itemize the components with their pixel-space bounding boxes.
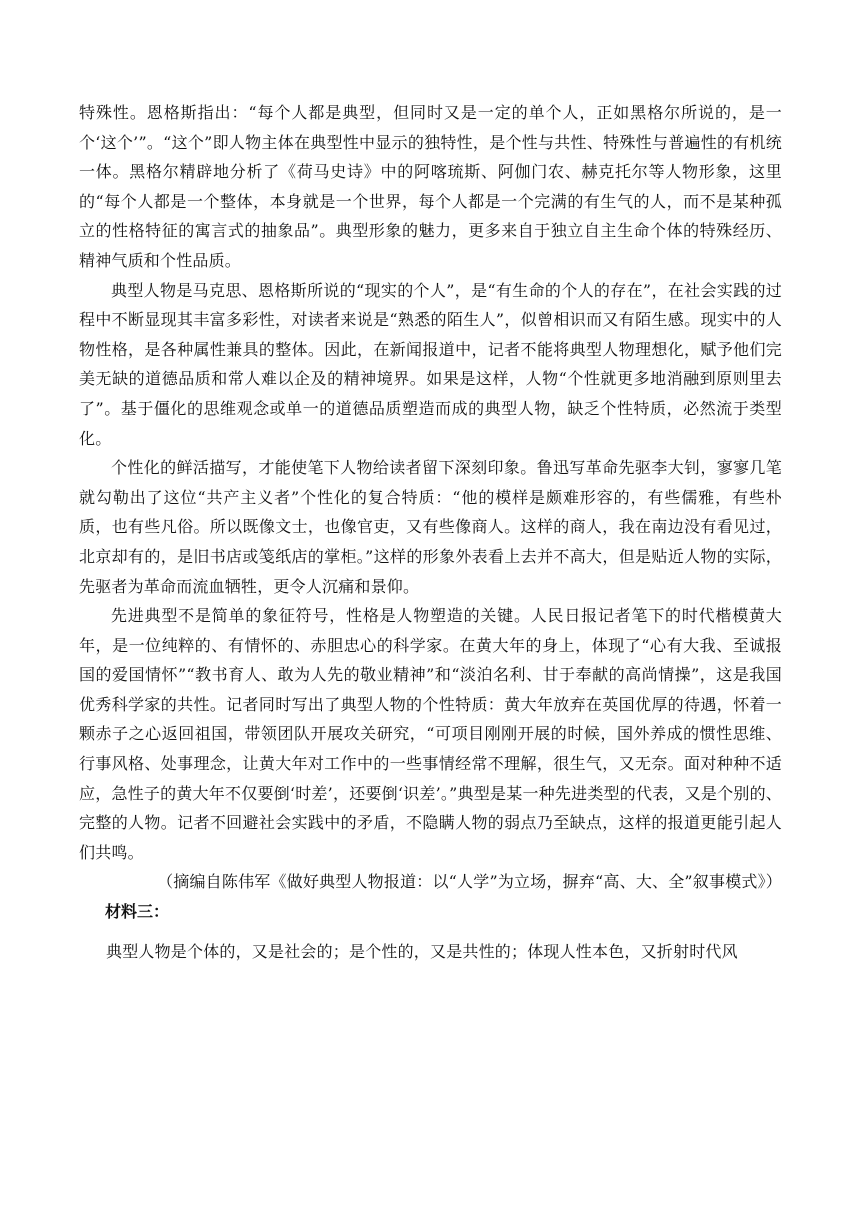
paragraph-1: 特殊性。恩格斯指出：“每个人都是典型，但同时又是一定的单个人，正如黑格尔所说的，是一个‘这个’”。“这个”即人物主体在典型性中显示的独特性，是个性与共性、特殊性与普遍性的有机统一体。黑格尔精辟地分析了《荷马史诗》中的阿喀琉斯、阿伽门农、赫克托尔等人物形象，这里的“每个人都是一个整体，本身就是一个世界，每个人都是一个完满的有生气的人，而不是某种孤立的性格特征的寓言式的抽象品”。典型形象的魅力，更多来自于独立自主生命个体的特殊经历、精神气质和个性品质。 xyxy=(79,103,782,270)
paragraph-4: 先进典型不是简单的象征符号，性格是人物塑造的关键。人民日报记者笔下的时代楷模黄大年，是一位纯粹的、有情怀的、赤胆忠心的科学家。在黄大年的身上，体现了“心有大我、至诚报国的爱国情怀”“教书育人、敢为人先的敬业精神”和“淡泊名利、甘于奉献的高尚情操”，这是我国优秀科学家的共性。记者同时写出了典型人物的个性特质：黄大年放弃在英国优厚的待遇，怀着一颗赤子之心返回祖国，带领团队开展攻关研究，“可项目刚刚开展的时候，国外养成的惯性思维、行事风格、处事理念，让黄大年对工作中的一些事情经常不理解，很生气，又无奈。面对种种不适应，急性子的黄大年不仅要倒‘时差’，还要倒‘识差’。”典型是某一种先进类型的代表，又是个别的、完整的人物。记者不回避社会实践中的矛盾，不隐瞒人物的弱点乃至缺点，这样的报道更能引起人们共鸣。 xyxy=(79,606,782,862)
paragraph-3: 个性化的鲜活描写，才能使笔下人物给读者留下深刻印象。鲁迅写革命先驱李大钊，寥寥几笔就勾勒出了这位“共产主义者”个性化的复合特质：“他的模样是颇难形容的，有些儒雅，有些朴质，也有些凡俗。所以既像文士，也像官吏，又有些像商人。这样的商人，我在南边没有看见过，北京却有的，是旧书店或笺纸店的掌柜。”这样的形象外表看上去并不高大，但是贴近人物的实际，先驱者为革命而流血牺牲，更令人沉痛和景仰。 xyxy=(79,458,782,596)
material-3-paragraph: 典型人物是个体的，又是社会的；是个性的，又是共性的；体现人性本色，又折射时代风 xyxy=(106,941,738,961)
paragraph-2: 典型人物是马克思、恩格斯所说的“现实的个人”，是“有生命的个人的存在”，在社会实践的过程中不断显现其丰富多彩性，对读者来说是“熟悉的陌生人”，似曾相识而又有陌生感。现实中的人物性格，是各种属性兼具的整体。因此，在新闻报道中，记者不能将典型人物理想化，赋予他们完美无缺的道德品质和常人难以企及的精神境界。如果是这样，人物“个性就更多地消融到原则里去了”。基于僵化的思维观念或单一的道德品质塑造而成的典型人物，缺乏个性特质，必然流于类型化。 xyxy=(79,280,782,448)
source-citation: （摘编自陈伟军《做好典型人物报道：以“人学”为立场，摒弃“高、大、全”叙事模式》） xyxy=(157,872,782,892)
section-heading-material-3: 材料三： xyxy=(105,902,170,922)
